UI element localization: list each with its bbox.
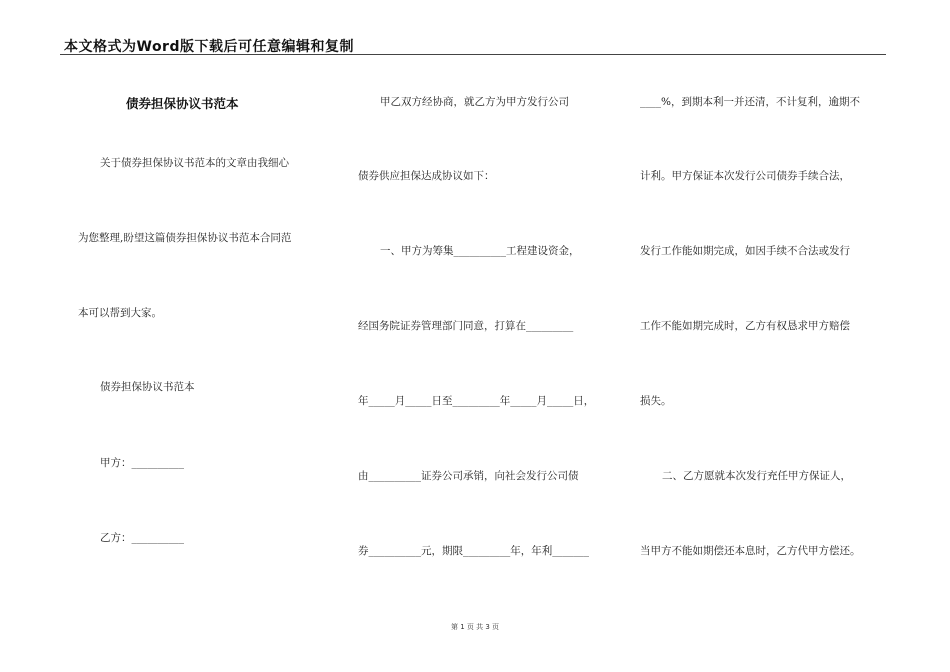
- paragraph-line: 关于债券担保协议书范本的文章由我细心: [100, 157, 289, 169]
- paragraph-line: 损失。: [640, 395, 672, 407]
- paragraph-line: 发行工作能如期完成，如因手续不合法或发行: [640, 245, 850, 257]
- paragraph-line: 债券供应担保达成协议如下：: [358, 170, 495, 182]
- clause-2-line: 二、乙方愿就本次发行充任甲方保证人，: [662, 470, 851, 482]
- paragraph-line: 券__________元，期限_________年，年利_______: [358, 545, 589, 557]
- paragraph-line: 本可以帮到大家。: [78, 307, 162, 319]
- header-divider: [60, 54, 886, 55]
- clause-1-line: 一、甲方为筹集__________工程建设资金，: [380, 245, 580, 257]
- paragraph-line: 由__________证券公司承销，向社会发行公司债: [358, 470, 579, 482]
- paragraph-line: 计利。甲方保证本次发行公司债券手续合法，: [640, 170, 850, 182]
- paragraph-line: 为您整理,盼望这篇债券担保协议书范本合同范: [78, 232, 292, 244]
- paragraph-line: 甲乙双方经协商，就乙方为甲方发行公司: [380, 96, 569, 108]
- party-a-line: 甲方：__________: [100, 457, 184, 469]
- document-title: 债券担保协议书范本: [126, 96, 239, 111]
- paragraph-line: 经国务院证券管理部门同意，打算在_________: [358, 320, 574, 332]
- paragraph-line: 当甲方不能如期偿还本息时，乙方代甲方偿还。: [640, 545, 861, 557]
- document-header: 本文格式为Word版下载后可任意编辑和复制: [64, 39, 354, 55]
- paragraph-line: 工作不能如期完成时，乙方有权恳求甲方赔偿: [640, 320, 850, 332]
- section-heading: 债券担保协议书范本: [100, 381, 195, 393]
- party-b-line: 乙方：__________: [100, 532, 184, 544]
- paragraph-line: 年_____月_____日至_________年_____月_____日，: [358, 395, 595, 407]
- paragraph-line: ____%，到期本利一并还清，不计复利，逾期不: [640, 96, 860, 108]
- page-number-footer: 第 1 页 共 3 页: [450, 623, 500, 631]
